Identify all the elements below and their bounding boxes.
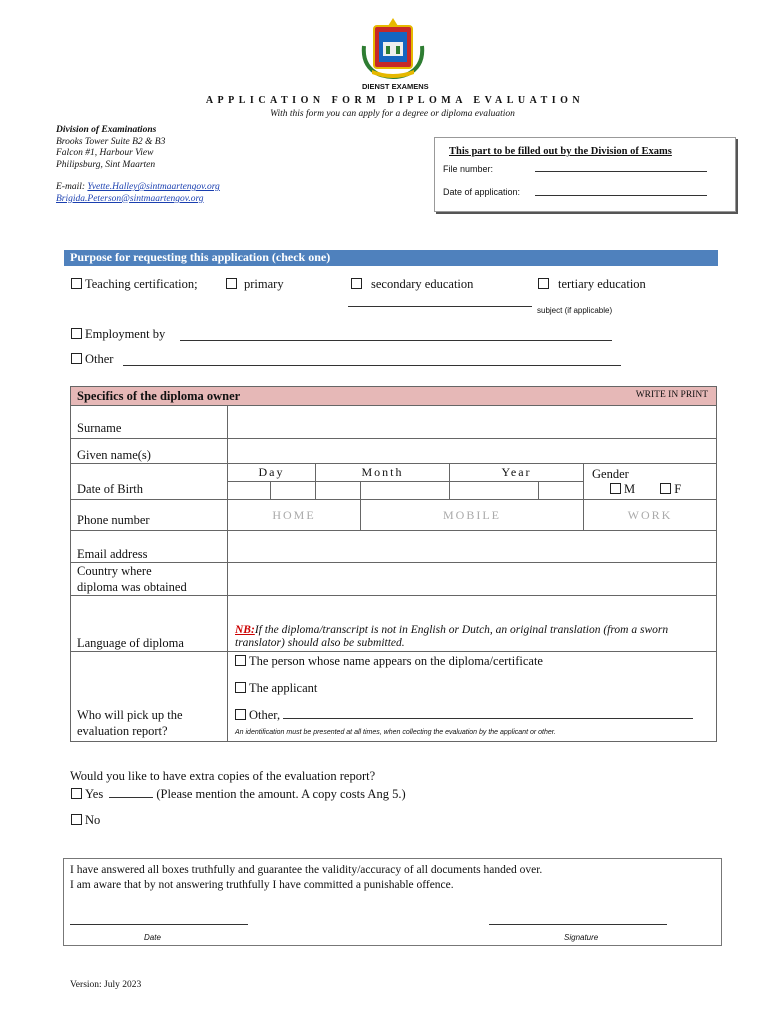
pickup-other-label: Other, bbox=[249, 708, 281, 722]
email-link-1[interactable]: Yvette.Halley@sintmaartengov.org bbox=[87, 182, 220, 192]
gender-f-label: F bbox=[674, 482, 682, 496]
email-label: E-mail: bbox=[56, 182, 88, 192]
email-address-field[interactable] bbox=[228, 531, 717, 563]
tertiary-option[interactable] bbox=[538, 277, 646, 292]
teaching-checkbox[interactable] bbox=[71, 278, 82, 289]
pickup-option-person[interactable] bbox=[235, 654, 716, 669]
form-subtitle: With this form you can apply for a degree or diploma evaluation bbox=[270, 109, 515, 119]
other-purpose-option[interactable] bbox=[71, 352, 113, 367]
office-use-box bbox=[434, 137, 736, 212]
secondary-option[interactable] bbox=[351, 277, 473, 292]
division-name: Division of Examinations bbox=[56, 125, 157, 135]
language-label: Language of diploma bbox=[77, 636, 184, 650]
subject-field[interactable] bbox=[348, 306, 532, 307]
given-names-label: Given name(s) bbox=[77, 448, 151, 462]
year-field-2[interactable] bbox=[539, 482, 584, 500]
copies-note: (Please mention the amount. A copy costs Ang 5.) bbox=[156, 787, 406, 801]
tertiary-label: tertiary education bbox=[558, 277, 646, 291]
pickup-other-field[interactable] bbox=[283, 709, 693, 719]
pickup-option-applicant[interactable] bbox=[235, 681, 716, 696]
other-purpose-label: Other bbox=[85, 352, 114, 366]
year-label: Year bbox=[501, 465, 532, 479]
surname-label: Surname bbox=[77, 421, 122, 435]
copies-no-option[interactable] bbox=[71, 813, 100, 828]
employment-label: Employment by bbox=[85, 327, 166, 341]
file-number-field[interactable] bbox=[535, 171, 707, 172]
gender-label: Gender bbox=[592, 467, 629, 481]
address-line3: Philipsburg, Sint Maarten bbox=[56, 159, 156, 170]
country-field[interactable] bbox=[228, 563, 717, 596]
application-date-field[interactable] bbox=[535, 195, 707, 196]
pickup-applicant-checkbox[interactable] bbox=[235, 682, 246, 693]
employment-field[interactable] bbox=[180, 330, 612, 341]
address-line1: Brooks Tower Suite B2 & B3 bbox=[56, 136, 166, 147]
pickup-person-checkbox[interactable] bbox=[235, 655, 246, 666]
declaration-line1: I have answered all boxes truthfully and guarantee the validity/accuracy of all documents handed over. bbox=[70, 864, 543, 876]
copies-no-label: No bbox=[85, 813, 101, 827]
email-address-label: Email address bbox=[77, 547, 148, 561]
phone-label: Phone number bbox=[77, 513, 150, 527]
country-label-1: Country where bbox=[77, 564, 152, 578]
language-field[interactable] bbox=[228, 596, 717, 652]
country-label-2: diploma was obtained bbox=[77, 580, 187, 594]
signature-label: Signature bbox=[564, 933, 599, 942]
gender-f-checkbox[interactable] bbox=[660, 483, 671, 494]
gender-m-label: M bbox=[624, 482, 636, 496]
copies-amount-field[interactable] bbox=[109, 788, 153, 798]
pickup-label-1: Who will pick up the bbox=[77, 708, 183, 722]
day-field-2[interactable] bbox=[271, 482, 316, 500]
signature-field[interactable] bbox=[489, 924, 667, 925]
month-field-2[interactable] bbox=[361, 482, 450, 500]
emblem-logo bbox=[358, 16, 428, 80]
month-field-1[interactable] bbox=[316, 482, 361, 500]
home-placeholder: HOME bbox=[272, 507, 316, 522]
teaching-label: Teaching certification; bbox=[85, 277, 198, 291]
day-field-1[interactable] bbox=[228, 482, 271, 500]
home-phone-field[interactable] bbox=[228, 500, 361, 531]
pickup-other-checkbox[interactable] bbox=[235, 709, 246, 720]
purpose-heading-bar bbox=[64, 250, 718, 266]
emblem-caption: DIENST EXAMENS bbox=[362, 82, 429, 91]
address-line2: Falcon #1, Harbour View bbox=[56, 148, 154, 158]
date-signature-field[interactable] bbox=[70, 924, 248, 925]
employment-checkbox[interactable] bbox=[71, 328, 82, 339]
work-placeholder: WORK bbox=[627, 507, 673, 522]
declaration-box bbox=[63, 858, 722, 946]
address-block bbox=[56, 125, 220, 205]
teaching-option[interactable] bbox=[71, 277, 198, 292]
tertiary-checkbox[interactable] bbox=[538, 278, 549, 289]
surname-field[interactable] bbox=[228, 406, 717, 439]
gender-m-checkbox[interactable] bbox=[610, 483, 621, 494]
other-purpose-field[interactable] bbox=[123, 355, 621, 366]
mobile-placeholder: MOBILE bbox=[443, 507, 501, 522]
pickup-person-label: The person whose name appears on the diploma/certificate bbox=[249, 654, 543, 668]
email-link-2[interactable]: Brigida.Peterson@sintmaartengov.org bbox=[56, 193, 204, 204]
specifics-heading: Specifics of the diploma owner bbox=[77, 389, 241, 403]
copies-yes-checkbox[interactable] bbox=[71, 788, 82, 799]
primary-label: primary bbox=[244, 277, 284, 291]
pickup-label-2: evaluation report? bbox=[77, 724, 168, 738]
purpose-heading: Purpose for requesting this application (check one) bbox=[70, 250, 331, 264]
nb-prefix: NB: bbox=[235, 624, 255, 636]
file-number-label: File number: bbox=[443, 164, 494, 174]
copies-yes-option[interactable] bbox=[71, 787, 406, 802]
date-label: Date bbox=[144, 933, 161, 942]
subject-note: subject (if applicable) bbox=[537, 306, 613, 315]
declaration-line2: I am aware that by not answering truthfully I have committed a punishable offence. bbox=[70, 879, 454, 891]
copies-no-checkbox[interactable] bbox=[71, 814, 82, 825]
write-in-print-note: WRITE IN PRINT bbox=[635, 390, 708, 400]
pickup-option-other[interactable] bbox=[235, 708, 716, 723]
employment-option[interactable] bbox=[71, 327, 165, 342]
copies-yes-label: Yes bbox=[85, 787, 104, 801]
work-phone-field[interactable] bbox=[584, 500, 717, 531]
month-label: Month bbox=[361, 465, 404, 479]
translation-note: If the diploma/transcript is not in English or Dutch, an original translation (from a sworn translator) should also be submitted. bbox=[235, 624, 669, 649]
secondary-label: secondary education bbox=[371, 277, 474, 291]
mobile-phone-field[interactable] bbox=[361, 500, 584, 531]
year-field-1[interactable] bbox=[450, 482, 539, 500]
primary-checkbox[interactable] bbox=[226, 278, 237, 289]
office-box-title: This part to be filled out by the Division of Exams bbox=[449, 146, 672, 157]
id-note: An identification must be presented at all times, when collecting the evaluation by the applicant or other. bbox=[235, 729, 556, 736]
pickup-applicant-label: The applicant bbox=[249, 681, 318, 695]
form-title: APPLICATION FORM DIPLOMA EVALUATION bbox=[205, 95, 585, 106]
dob-label: Date of Birth bbox=[77, 482, 143, 496]
day-label: Day bbox=[258, 465, 285, 479]
application-date-label: Date of application: bbox=[443, 187, 521, 197]
given-names-field[interactable] bbox=[228, 439, 717, 464]
primary-option[interactable] bbox=[226, 277, 284, 292]
copies-question: Would you like to have extra copies of the evaluation report? bbox=[70, 769, 376, 783]
secondary-checkbox[interactable] bbox=[351, 278, 362, 289]
other-purpose-checkbox[interactable] bbox=[71, 353, 82, 364]
specifics-table bbox=[70, 386, 717, 742]
version-label: Version: July 2023 bbox=[70, 980, 142, 990]
